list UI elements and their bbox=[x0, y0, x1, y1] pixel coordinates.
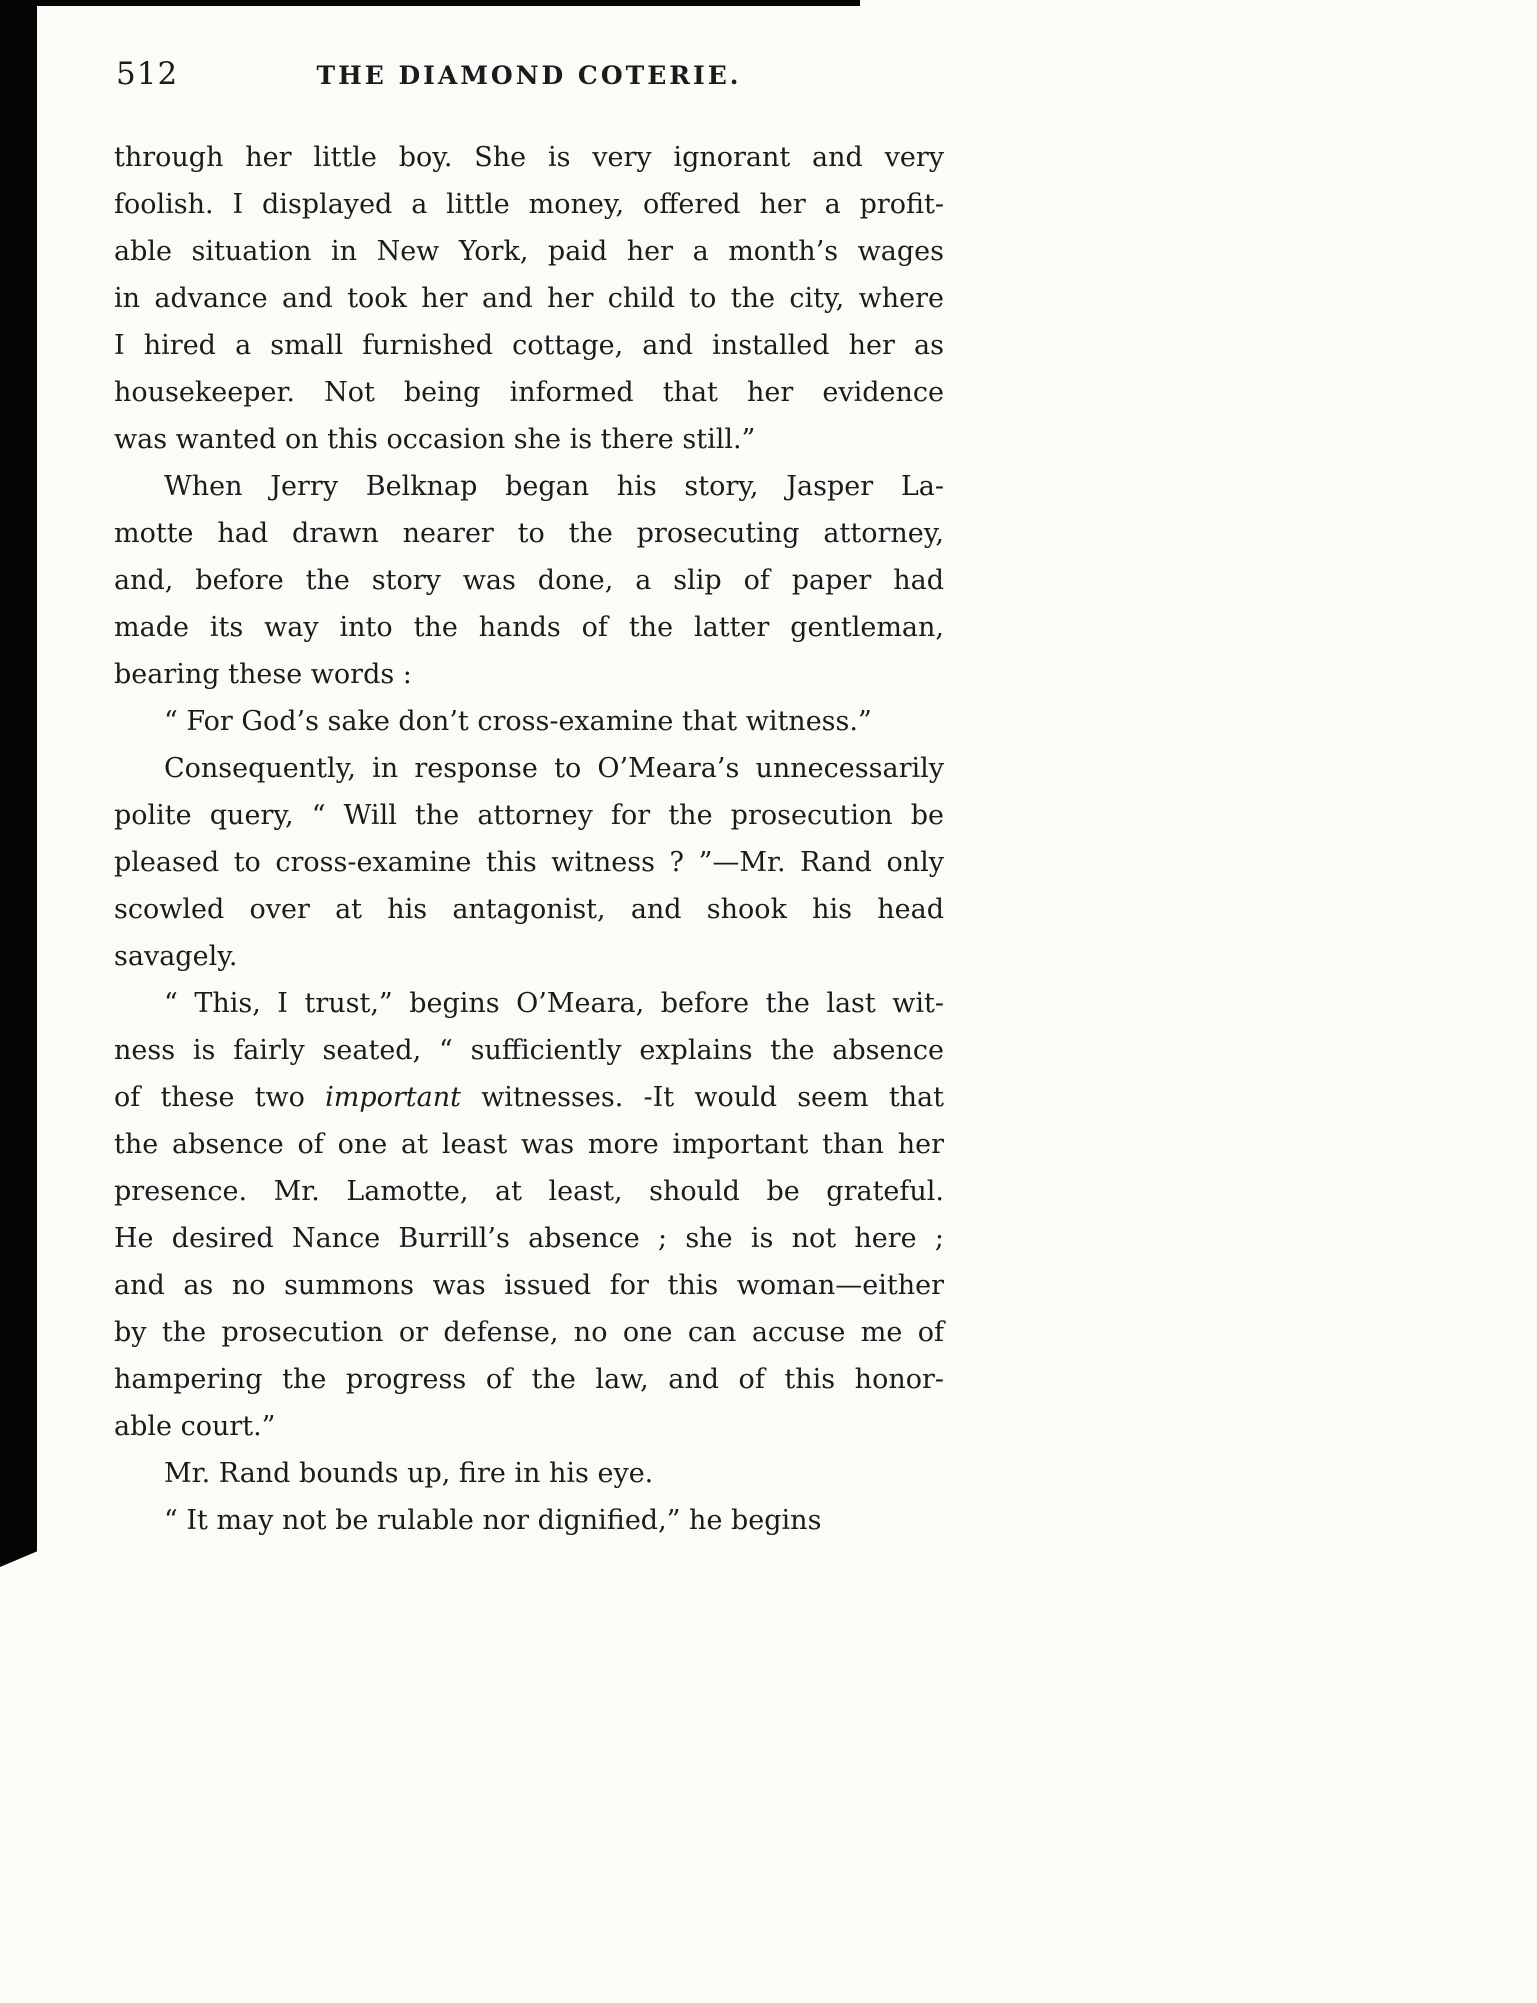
page-text bbox=[114, 134, 944, 1544]
text-line: “ It may not be rulable nor dignified,” he begins bbox=[164, 1505, 822, 1536]
text-line: savagely. bbox=[114, 941, 238, 972]
paragraph bbox=[114, 463, 944, 698]
italic-text: important bbox=[325, 1082, 461, 1113]
text-line: foolish. I displayed a little money, offered her a profit- bbox=[114, 189, 944, 220]
scan-artifact-top-edge bbox=[0, 0, 860, 6]
text-line: through her little boy. She is very ignorant and very bbox=[114, 142, 944, 173]
text-line: able court.” bbox=[114, 1411, 276, 1442]
text-block bbox=[114, 56, 944, 1544]
text-line: I hired a small furnished cottage, and installed her as bbox=[114, 330, 944, 361]
text-line: and as no summons was issued for this woman—either bbox=[114, 1270, 944, 1301]
text-line: motte had drawn nearer to the prosecuting attorney, bbox=[114, 518, 944, 549]
page-header bbox=[114, 56, 944, 98]
paragraph bbox=[114, 1497, 944, 1544]
text-line: presence. Mr. Lamotte, at least, should be grateful. bbox=[114, 1176, 944, 1207]
text-segment: witnesses. -It would seem that bbox=[461, 1082, 945, 1113]
text-line: “ This, I trust,” begins O’Meara, before the last wit- bbox=[164, 988, 944, 1019]
text-line: hampering the progress of the law, and of this honor- bbox=[114, 1364, 944, 1395]
scan-artifact-left-bar bbox=[0, 0, 37, 1567]
text-line: Consequently, in response to O’Meara’s unnecessarily bbox=[164, 753, 944, 784]
text-line: housekeeper. Not being informed that her evidence bbox=[114, 377, 944, 408]
text-line: He desired Nance Burrill’s absence ; she is not here ; bbox=[114, 1223, 944, 1254]
text-line bbox=[114, 1074, 944, 1121]
paragraph bbox=[114, 745, 944, 980]
paragraph bbox=[114, 980, 944, 1450]
paragraph bbox=[114, 1450, 944, 1497]
page-number: 512 bbox=[116, 56, 179, 92]
running-title: THE DIAMOND COTERIE. bbox=[316, 61, 742, 90]
text-line: by the prosecution or defense, no one can accuse me of bbox=[114, 1317, 944, 1348]
text-line: When Jerry Belknap began his story, Jasper La- bbox=[164, 471, 944, 502]
text-line: ness is fairly seated, “ sufficiently explains the absence bbox=[114, 1035, 944, 1066]
text-line: bearing these words : bbox=[114, 659, 412, 690]
text-line: polite query, “ Will the attorney for the prosecution be bbox=[114, 800, 944, 831]
text-line: was wanted on this occasion she is there still.” bbox=[114, 424, 756, 455]
paragraph bbox=[114, 698, 944, 745]
text-segment: of these two bbox=[114, 1082, 326, 1113]
text-line: “ For God’s sake don’t cross-examine that witness.” bbox=[164, 706, 872, 737]
text-line: scowled over at his antagonist, and shook his head bbox=[114, 894, 944, 925]
text-line: pleased to cross-examine this witness ? ”—Mr. Rand only bbox=[114, 847, 944, 878]
text-line: in advance and took her and her child to the city, where bbox=[114, 283, 944, 314]
text-line: made its way into the hands of the latter gentleman, bbox=[114, 612, 944, 643]
text-line: the absence of one at least was more important than her bbox=[114, 1129, 944, 1160]
text-line: able situation in New York, paid her a month’s wages bbox=[114, 236, 944, 267]
paragraph bbox=[114, 134, 944, 463]
text-line: Mr. Rand bounds up, fire in his eye. bbox=[164, 1458, 654, 1489]
text-line: and, before the story was done, a slip of paper had bbox=[114, 565, 944, 596]
